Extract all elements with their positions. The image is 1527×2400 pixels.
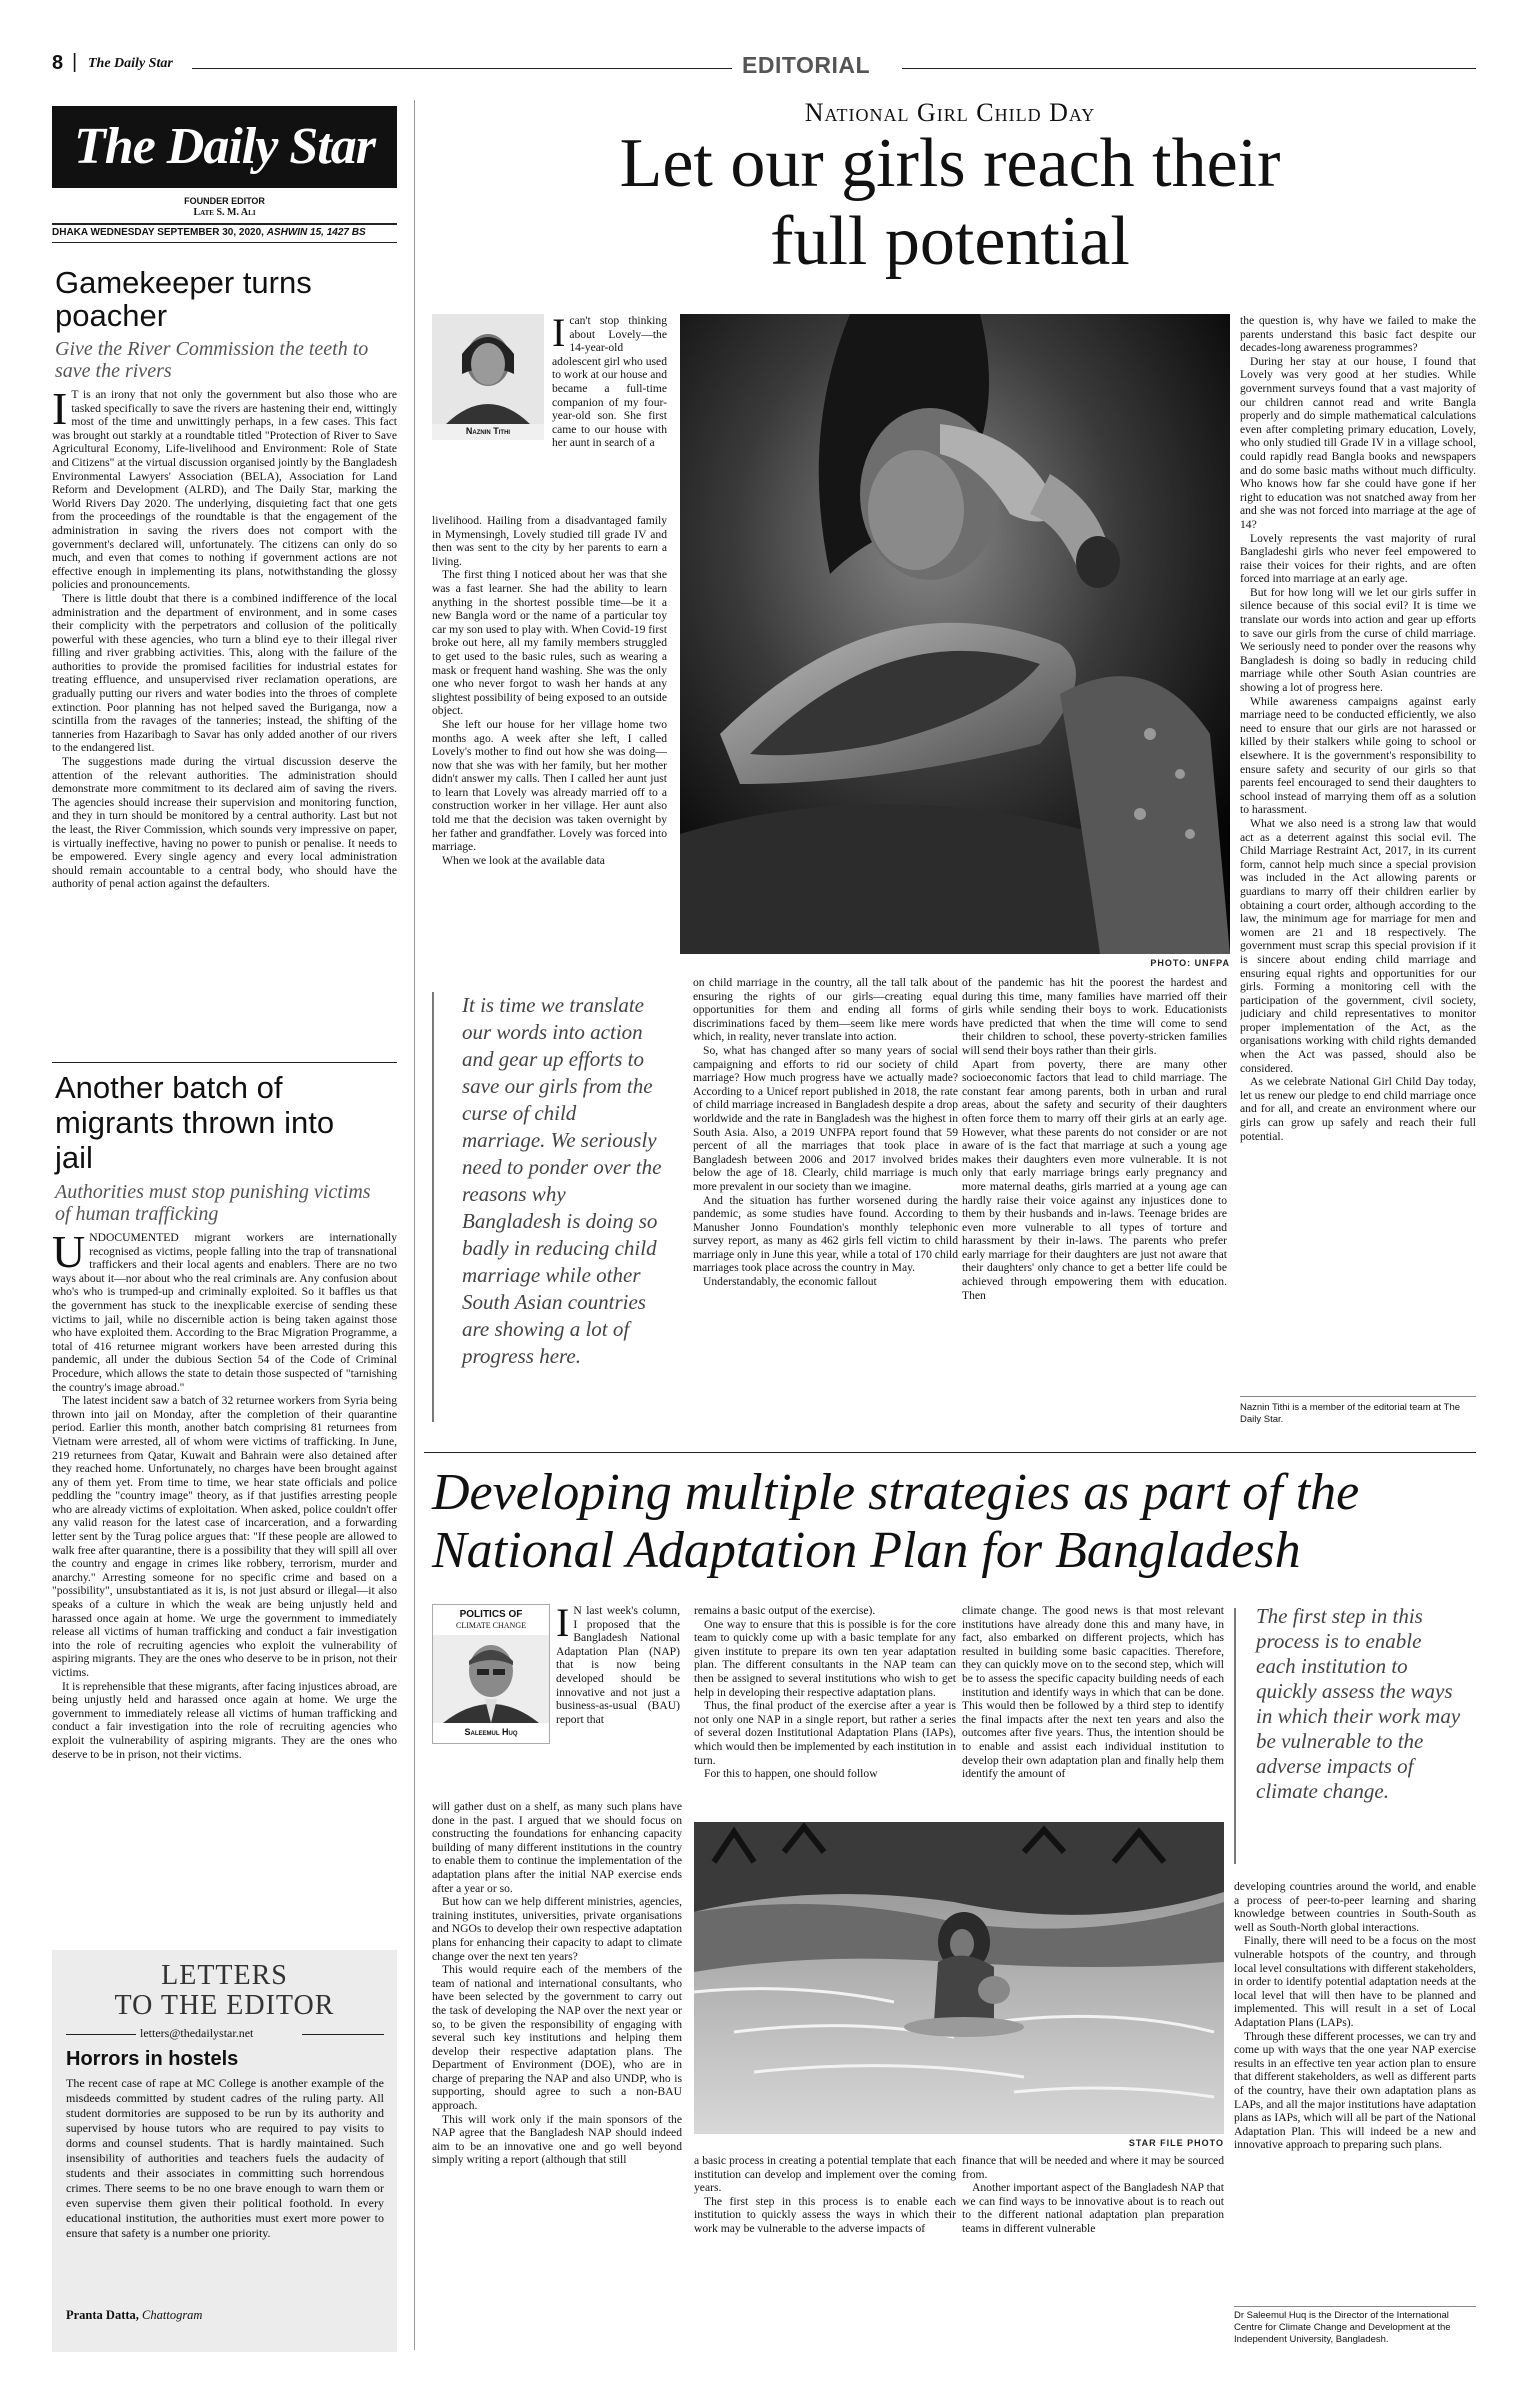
article2-paragraph: For this to happen, one should follow — [704, 1767, 878, 1781]
article2-paragraph: One way to ensure that this is possible is for the core team to quickly come up with a basic template for any given institute to prepare its own ten year adaptation plan. The different consultants in the NAP team can then be assigned to several institutions who wish to get help in developing their respective adaptation plans. — [694, 1617, 956, 1699]
article1-author-note: Naznin Tithi is a member of the editorial team at The Daily Star. — [1240, 1402, 1461, 1425]
editorial2-paragraph: The latest incident saw a batch of 32 returnee workers from Syria being thrown into jail on Monday, after the completion of their quarantine period. Earlier this month, another batch comprising 81 returnees from Vietnam were arrested, all of whom were victims of trafficking. In June, 219 returnees from Qatar, Kuwait and Bahrain were also detained after they reached home. Unfortunately, no charges have been brought against any of them yet. From time to time, we hear state officials and police peddling the "country image" theory, as if that justifies arresting people who are already victims of exploitation. When asked, police couldn't offer any valid reason for the latest case of incarceration, and a forwarding letter sent by the Turag police argues that: "If these people are allowed to walk free after quarantine, there is a possibility that they will spill all over the country and engage in crimes like robbery, terrorism, murder and anarchy." Arresting someone for no specific crime and based on a "possibility", unsubstantiated as it is, is not just absurd or illegal—it also speaks of a culture in which the weak are being unjustly held and harassed once again at home. We urge the government to immediately release all victims of human trafficking and conduct a fair investigation into the role of recruiting agencies who exploit the vulnerability of aspiring migrants. They are the ones who deserve to be in prison, not their victims. — [52, 1394, 397, 1679]
article2-paragraph: climate change. The good news is that most relevant institutions have already done this and many have, in fact, also embarked on different projects, which has resulted in building some basic capacities. Therefore, they can quickly move on to the second step, which will be to assess the specific capacity building needs of each institution and identify ways in which that can be done. This would then be followed by a third step to identify the final impacts after the next ten years and also the outcomes after five years. Thus, the intention should be to enable and assist each individual institution to develop their own adaptation plan and finally help them identify the amount of — [962, 1604, 1224, 1781]
article2-col1-top — [556, 1604, 680, 1800]
editorial-gamekeeper — [52, 266, 397, 1056]
article2-pull-quote: The first step in this process is to enable each institution to quickly assess the ways in which their work may be vulnerable to the adverse impacts of climate change. — [1256, 1604, 1461, 1803]
editorial1-paragraph: T is an irony that not only the government but also those who are tasked specifically to save the rivers are hastening their end, wittingly most of the time and unwittingly perhaps, in a few cases. This fact was brought out starkly at a roundtable titled "Protection of River to Save Agricultural Economy, Life-livelihood and Environment: Role of State and Citizens" at the virtual discussion organised jointly by the Bangladesh Environmental Lawyers' Association (BELA), Association for Land Reform and Development (ALRD), and The Daily Star, marking the World Rivers Day 2020. The underlying, disquieting fact that one gets from the proceedings of the roundtable is that the engagement of the administration in saving the rivers does not comport with the government's declared will, unfortunately. The citizens can only do so much, and even that comes to nothing if government actions are not effective enough in implementing its plans, notwithstanding the glossy policies and pronouncements. — [52, 388, 397, 592]
masthead — [52, 100, 397, 240]
letters-heading-line1: LETTERS — [161, 1960, 288, 1991]
article2-note-rule — [1234, 2306, 1476, 2307]
article2-paragraph: But how can we help different ministries, agencies, training institutes, universities, private organisations and NGOs to develop their own respective adaptation plans for enhancing their capacity to adapt to climate change over the next ten years? — [432, 1895, 682, 1963]
article-separator — [424, 1452, 1476, 1453]
article2-col1-rest — [432, 1800, 682, 2352]
letters-heading-line2: TO THE EDITOR — [114, 1990, 335, 2021]
article2-col4 — [1234, 1880, 1476, 2300]
editorial2-subtitle: Authorities must stop punishing victims of human trafficking — [55, 1181, 371, 1225]
article1-paragraph: Lovely represents the vast majority of rural Bangladeshi girls who never feel empowered to raise their voices for their rights, and are often forced into marriage at an early age. — [1240, 531, 1476, 586]
dateline-bengali: ASHWIN 15, 1427 BS — [266, 227, 366, 238]
header-rule-left — [192, 68, 732, 69]
masthead-rule-bottom — [52, 242, 397, 243]
article1-headline-line1: Let our girls reach their — [619, 125, 1281, 202]
letters-rule-left — [66, 2034, 136, 2035]
dateline-date: DHAKA WEDNESDAY SEPTEMBER 30, 2020, — [52, 227, 264, 238]
article1-paragraph: The first thing I noticed about her was that she was a fast learner. She had the ability to learn anything in the shortest possible time—be it a new Bangla word or the name of a particular toy car my son used to play with. When Covid-19 first broke out here, all my family members struggled to get used to the basic rules, such as wearing a mask or frequent hand washing. She was the only one who never forgot to wash her hands at any slightest possibility of being exposed to an outside object. — [432, 568, 667, 718]
article2-paragraph: The first step in this process is to enable each institution to quickly assess the ways in which their work may be vulnerable to the adverse impacts of — [694, 2194, 956, 2235]
flood-woman-photo — [694, 1822, 1224, 2134]
article1-kicker: National Girl Child Day — [804, 98, 1096, 127]
article2-paragraph: remains a basic output of the exercise). — [694, 1604, 876, 1617]
article1-paragraph: on child marriage in the country, all the tall talk about ensuring the rights of our girls—creating equal opportunities for them and ending all forms of discriminations faced by them—seem like mere words which, in reality, never translate into action. — [693, 976, 958, 1044]
founder-editor-label: FOUNDER EDITOR — [184, 196, 265, 206]
masthead-rule — [52, 223, 397, 225]
article1-dropcap: I — [552, 314, 566, 355]
article2-paragraph: a basic process in creating a potential template that each institution can develop and implement over the coming years. — [694, 2154, 956, 2195]
article1-paragraph: livelihood. Hailing from a disadvantaged family in Mymensingh, Lovely studied till grade IV and then was sent to the city by her parents to earn a living. — [432, 514, 667, 568]
letters-box — [52, 1950, 397, 2352]
article2-col2-bottom — [694, 2154, 956, 2352]
article1-photo — [680, 314, 1230, 954]
article1-col1-rest — [432, 514, 667, 960]
masthead-logo: The Daily Star — [52, 106, 397, 188]
article2-paragraph: Another important aspect of the Bangladesh NAP that we can find ways to be innovative about is to reach out to the different national adaptation plan preparation teams in different vulnerable — [962, 2181, 1224, 2235]
article2-paragraph: Thus, the final product of the exercise after a year is not only one NAP in a single report, but rather a series of several dozen Institutional Adaptation Plans (IAPs), which would then be implemented by each institution in turn. — [694, 1699, 956, 1767]
article2-col3-top — [962, 1604, 1224, 1810]
letters-rule-right — [302, 2034, 384, 2035]
letters-signature-place: Chattogram — [142, 2308, 203, 2322]
article1-paragraph: What we also need is a strong law that would act as a deterrent against this social evil. The Child Marriage Restraint Act, 2017, in its current form, cannot help much since a special provision was included in the Act allowing parents or guardians to marry off their children earlier by obtaining a court order, although according to the law, the minimum age for marriage for men and women are 21 and 18 respectively. The government must scrap this special provision if it is sincere about ending child marriage and ensuring equal rights and opportunities for our girls. Forming a monitoring cell with the participation of the government, civil society, judiciary and child representatives to monitor proper implementation of the Act, as the organisations working with child rights demanded when the Act was passed, should also be considered. — [1240, 816, 1476, 1075]
letters-body: The recent case of rape at MC College is another example of the misdeeds committed by student cadres of the ruling party. All student dormitories are supposed to be run by its authority and supervised by house tutors who are required to pay visits to dorms and counsel students. That is hardly maintained. Such insensibility of authorities and teachers fuels the audacity of students and their associates in committing such horrendous crimes. There seems to be no one brave enough to warn them or even supervise them given their political foothold. In every educational institution, the authorities must exert more power to ensure that safety is a number one priority. — [66, 2076, 384, 2240]
section-title: EDITORIAL — [742, 52, 871, 78]
column-separator — [414, 100, 415, 2350]
editorial1-paragraph: There is little doubt that there is a combined indifference of the local administration and the department of environment, and in some cases their complicity with the perpetrators and collusion of the politically powerful with these agencies, who turn a blind eye to their illegal river filling and river grabbing activities. This, along with the failure of the authorities to provide the promised facilities for industrial estates for treating effluence, and unsupervised river reclamation operations, are gradually putting our rivers and water bodies into the throes of complete extinction. Poor planning has not helped saved the Buriganga, now a scintilla from the ravages of the tanneries; instead, the shifting of the tanneries from Hazaribagh to Savar has only added another of our rivers to the endangered list. — [52, 591, 397, 755]
article1-paragraph: She left our house for her village home two months ago. A week after she left, I called Lovely's mother to find out how she was doing—now that she was with her family, but her mother didn't answer my calls. Then I called her aunt just to learn that Lovely was already married off to a construction worker in her village. Her aunt also told me that the decision was taken overnight by her father and grandfather. Lovely was forced into marriage. — [432, 717, 667, 854]
article1-paragraph: So, what has changed after so many years of social campaigning and efforts to rid our society of child marriage? How much progress have we actually made? According to a Unicef report published in 2018, the rate of child marriage increased in Bangladesh despite a drop worldwide and the rate in Bangladesh was the highest in South Asia. Also, a 2019 UNFPA report found that 59 percent of all the marriages that took place in Bangladesh between 2006 and 2017 involved brides below the age of 18. Clearly, child marriage is much more prevalent in our society than we imagine. — [693, 1043, 958, 1193]
editorial2-paragraph: It is reprehensible that these migrants, after facing injustices abroad, are being unjustly held and harassed once again at home. We urge the government to immediately release all victims of human trafficking and conduct a fair investigation into the role of recruiting agencies who exploit the vulnerability of aspiring migrants. They are the ones who deserve to be in prison, not their victims. — [52, 1679, 397, 1761]
article2-col1-lead: N last week's column, I proposed that the Bangladesh National Adaptation Plan (NAP) that is now being developed should be innovative and not just a business-as-usual (BAU) report that — [556, 1604, 680, 1726]
article2-col2-top — [694, 1604, 956, 1810]
header-rule-right — [902, 68, 1476, 69]
page-header — [52, 52, 1476, 82]
article1-pull-quote-box — [432, 982, 667, 1437]
column-label-sub: CLIMATE CHANGE — [456, 1621, 526, 1630]
article1-paragraph: of the pandemic has hit the poorest the hardest and during this time, many families have married off their girls while sending their boys to work. Educationists have predicted that when the time will come to send their children to school, these poverty-stricken families will send their boys rather than their girls. — [962, 976, 1227, 1057]
article1-author-name: Naznin Tithi — [465, 426, 511, 436]
founder-editor-name: Late S. M. Ali — [193, 207, 256, 218]
article2-paragraph: developing countries around the world, and enable a process of peer-to-peer learning and sharing knowledge between countries in South-South as well as South-North global interactions. — [1234, 1880, 1476, 1934]
page-number: 8 — [52, 52, 64, 74]
dateline — [52, 227, 366, 238]
header-paper-name: The Daily Star — [88, 56, 173, 71]
author-portrait-icon — [432, 314, 544, 424]
article1-col1-top — [552, 314, 667, 514]
article1-paragraph: As we celebrate National Girl Child Day today, let us renew our pledge to end child marriage once and for all, and create an environment where our girls can grow up safely and reach their full potential. — [1240, 1075, 1476, 1143]
article2-col3-bottom — [962, 2154, 1224, 2352]
article1-col4 — [1240, 314, 1476, 1390]
letters-title: Horrors in hostels — [66, 2048, 239, 2070]
left-divider-1 — [52, 1062, 397, 1063]
header-pipe: | — [72, 51, 78, 73]
article2-paragraph: will gather dust on a shelf, as many such plans have done in the past. I argued that we should focus on constructing the foundations for enhancing capacity building of many different institutions in the country to enable them to continue the implementation of the adaptation plans after the initial NAP exercise ends after a year or so. — [432, 1800, 682, 1895]
article2-paragraph: This would require each of the members of the team of national and international consultants, who have been selected by the government to carry out the task of developing the NAP over the next year or so, to be given the responsibility of engaging with several such key institutions and helping them develop their respective adaptation plans. The Department of Environment (DOE), who are in charge of preparing the NAP and also UNDP, who is supporting, should agree to such a non-BAU approach. — [432, 1963, 682, 2113]
letters-signature-name: Pranta Datta, — [66, 2308, 139, 2322]
pull-quote-bar — [432, 992, 434, 1422]
article1-paragraph: the question is, why have we failed to make the parents understand this basic fact despite our decades-long awareness programmes? — [1240, 314, 1476, 355]
editorial2-paragraph: NDOCUMENTED migrant workers are internationally recognised as victims, people falling into the trap of transnational traffickers and their local agents and enablers. There are no two ways about it—nor about who the real criminals are. Any confusion about who's who is trumped-up and criminally exploited. So it baffles us that the government has stuck to the inexplicable exercise of sending these victims to jail, while no discernible action is being taken against those who have exploited them. According to the Brac Migration Programme, a total of 416 returnee migrant workers have been arrested during this pandemic, all under the dubious Section 54 of the Code of Criminal Procedure, which allows the state to detain those suspected of "tarnishing the country's image abroad." — [52, 1231, 397, 1394]
pull-quote-bar — [1234, 1608, 1236, 1864]
article2-paragraph: Finally, there will need to be a focus on the most vulnerable hotspots of the country, and through local level consultations with different stakeholders, in order to identify potential adaptation needs at the local level that will then have to be planned and implemented. This will result in a set of Local Adaptation Plans (LAPs). — [1234, 1934, 1476, 2029]
article1-paragraph: During her stay at our house, I found that Lovely was very good at her studies. While government surveys found that a vast majority of our children cannot read and write Bangla properly and do simple mathematical calculations even after completing primary education, Lovely, who only studied till Grade IV in a village school, could rapidly read Bangla books and newspapers and do some basic maths without much difficulty. Who knows how far she could have gone if her right to education was not snatched away from her and she was not forced into marriage at the age of 14? — [1240, 354, 1476, 531]
article2-paragraph: This will work only if the main sponsors of the NAP agree that the Bangladesh NAP should indeed aim to be an innovative one and go well beyond simply writing a report (although that still — [432, 2112, 682, 2167]
article1-paragraph: When we look at the available data — [442, 853, 605, 867]
letters-signature — [66, 2308, 202, 2323]
article2-headline-line1: Developing multiple strategies as part of the — [432, 1464, 1360, 1521]
editorial1-title: Gamekeeper turns poacher — [55, 265, 312, 333]
editorial1-subtitle: Give the River Commission the teeth to save the rivers — [55, 338, 369, 382]
article1-paragraph: Understandably, the economic fallout — [703, 1275, 877, 1289]
editorial2-dropcap: U — [52, 1231, 86, 1277]
editorial1-body — [52, 388, 397, 1048]
article1-col1-lead: can't stop thinking about Lovely—the 14-year-old adolescent girl who used to work at our house and became a full-time companion of my four-year-old son. She first came to our house with her aunt in search of a — [552, 314, 667, 450]
article1-note-rule — [1240, 1396, 1476, 1397]
article2-headline-line2: National Adaptation Plan for Bangladesh — [432, 1522, 1301, 1579]
author-portrait-icon — [433, 1635, 549, 1723]
editorial1-paragraph: The suggestions made during the virtual discussion deserve the attention of the relevant authorities. The administration should demonstrate more commitment to its declared aim of saving the rivers. The agencies should increase their supervision and monitoring function, and they in turn should be monitored by a central authority. Last but not the least, the River Commission, which sounds very impressive on paper, is virtually ineffective, having no power to punish or penalise. It needs to be empowered. Every single agency and every local administration should remain accountable to a central body, who should have the authority of penal action against the defaulters. — [52, 755, 397, 891]
article2-author-name: Saleemul Huq — [464, 1727, 518, 1737]
editorial2-body — [52, 1231, 397, 1941]
editorial2-title: Another batch of migrants thrown into jail — [55, 1070, 335, 1175]
article2-paragraph: Through these different processes, we can try and come up with ways that the one year NAP exercise results in an effective ten year action plan to ensure that different stakeholders, as well as different parts of the country, have their own adaptation plans as LAPs, and all the major institutions have adaptation plans as IAPs, which will all be part of the National Adaptation Plan. This will indeed be a new and innovative approach to preparing such plans. — [1234, 2029, 1476, 2152]
editorial1-dropcap: I — [52, 388, 68, 434]
article1-paragraph: Apart from poverty, there are many other socioeconomic factors that lead to child marriage. The constant fear among parents, both in urban and rural areas, about the safety and security of their daughters often force them to marry off their girls at an early age. However, what these parents do not consider or are not aware of is the fact that marriage at such a young age makes their daughters even more vulnerable. It is not only that early marriage brings early pregnancy and more maternal deaths, girls married at a young age can hardly raise their voice against any injustices done to them by their husbands and in-laws. Teenage brides are even more vulnerable to all types of torture and harassment by their in-laws. The parents who prefer early marriage for their daughters are just not aware that their daughters' only chance to get a better life could be achieved through empowering them with education. Then — [962, 1057, 1227, 1302]
article2-paragraph: finance that will be needed and where it may be sourced from. — [962, 2154, 1224, 2181]
editorial-migrants — [52, 1070, 397, 1930]
girl-with-bowl-photo — [680, 314, 1230, 954]
article2-pull-quote-box — [1234, 1604, 1476, 1868]
article2-dropcap: I — [556, 1604, 570, 1645]
article1-col3 — [962, 976, 1227, 1440]
article1-col2 — [693, 976, 958, 1440]
article1-author-photo — [432, 314, 544, 440]
article2-author-photo — [432, 1604, 550, 1744]
article2-photo — [694, 1822, 1224, 2134]
article1-photo-credit: PHOTO: UNFPA — [1150, 958, 1230, 968]
article1-paragraph: But for how long will we let our girls suffer in silence because of this social evil? It is time we translate our words into action and gear up efforts to save our girls from the curse of child marriage. We seriously need to ponder over the reasons why Bangladesh is doing so badly in reducing child marriage while other South Asian countries are showing a lot of progress here. — [1240, 585, 1476, 695]
article1-headline-line2: full potential — [770, 203, 1130, 280]
article1-paragraph: While awareness campaigns against early marriage need to be conducted efficiently, we also need to ensure that our girls are not harassed or killed by their stalkers while going to school or elsewhere. It is the government's responsibility to ensure safety and security of our girls so that parents feel encouraged to send their daughters to school instead of marrying them off as a solution to harassment. — [1240, 694, 1476, 817]
letters-email[interactable]: letters@thedailystar.net — [140, 2026, 254, 2040]
article2-photo-credit: STAR FILE PHOTO — [1128, 2138, 1224, 2148]
article2-author-note: Dr Saleemul Huq is the Director of the International Centre for Climate Change and Development at the Independent University, Bangladesh. — [1234, 2310, 1451, 2345]
article1-pull-quote: It is time we translate our words into action and gear up efforts to save our girls from the curse of child marriage. We seriously need to ponder over the reasons why Bangladesh is doing so badly in reducing child marriage while other South Asian countries are showing a lot of progress here. — [462, 993, 662, 1368]
column-label: POLITICS OF — [459, 1609, 523, 1620]
article1-paragraph: And the situation has further worsened during the pandemic, as some studies have found. According to Manusher Jonno Foundation's monthly telephonic survey report, as many as 462 girls fell victim to child marriage only in June this year, while a total of 170 child marriages took place across the country in May. — [693, 1193, 958, 1275]
